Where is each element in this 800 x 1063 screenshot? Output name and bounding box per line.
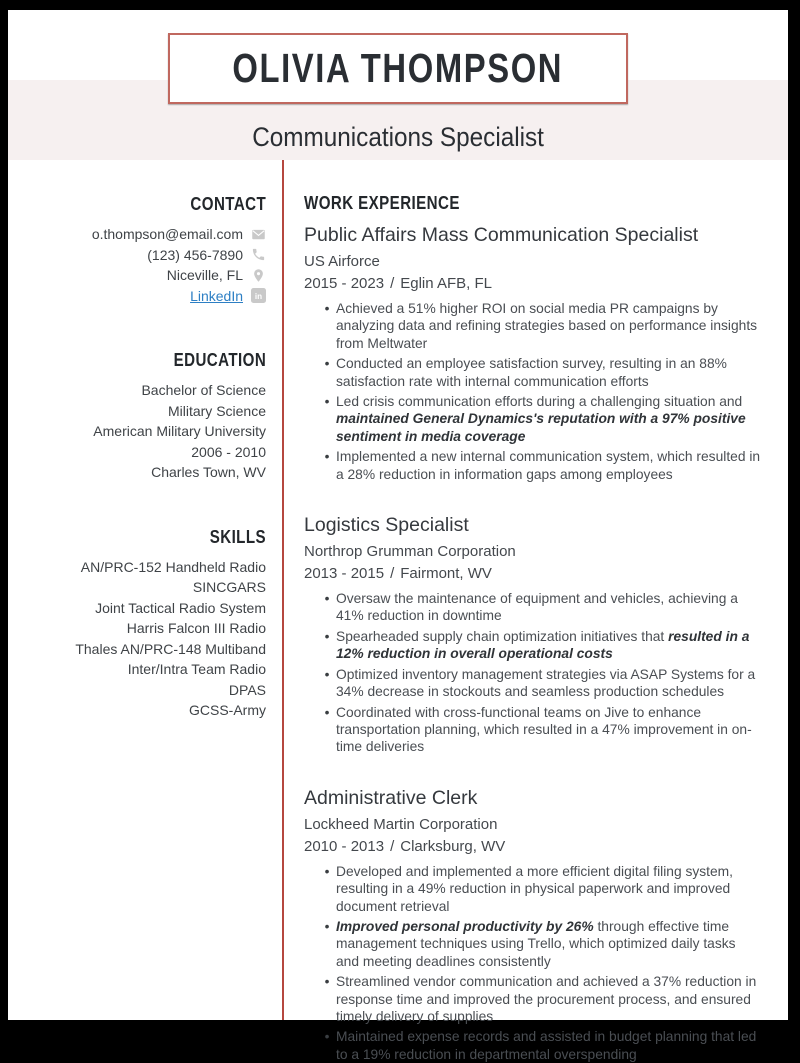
section-skills bbox=[16, 527, 266, 721]
job-title-banner-label: Communications Specialist bbox=[252, 121, 544, 152]
job-bullets bbox=[304, 863, 762, 1063]
education-line: Military Science bbox=[167, 402, 266, 419]
bullet-text bbox=[336, 355, 762, 390]
skill-item: SINCGARS bbox=[192, 579, 266, 595]
contact-list bbox=[16, 224, 266, 306]
contact-text: o.thompson@email.com bbox=[91, 226, 243, 243]
bullet-marker: • bbox=[324, 628, 330, 644]
bullet-item bbox=[304, 393, 762, 445]
education-line: Charles Town, WV bbox=[151, 464, 266, 480]
phone-icon bbox=[243, 247, 266, 262]
bullet-marker: • bbox=[324, 301, 330, 316]
skill-item: DPAS bbox=[228, 681, 266, 698]
bullet-text bbox=[336, 973, 762, 1025]
svg-text:in: in bbox=[254, 292, 263, 302]
resume-sheet bbox=[8, 10, 788, 1062]
header-section bbox=[8, 10, 788, 160]
bullet-segment: Streamlined vendor communication and achieved a 37% reduction in response time and improved the procurement process, and ensured timely delivery of supplies bbox=[336, 974, 757, 1024]
education-list bbox=[16, 380, 266, 483]
bullet-item bbox=[304, 300, 762, 352]
job-meta-separator: / bbox=[390, 565, 395, 583]
bullet-text bbox=[336, 666, 762, 701]
work-experience-heading: WORK EXPERIENCE bbox=[304, 193, 460, 213]
bullet-segment: Optimized inventory management strategies via ASAP Systems for a 34% decrease in stockouts and seamless production schedules bbox=[336, 666, 756, 700]
skill-item: Harris Falcon III Radio bbox=[126, 620, 266, 636]
job-meta-separator: / bbox=[390, 275, 395, 292]
bullet-marker: • bbox=[324, 974, 330, 990]
contact-item bbox=[16, 224, 266, 245]
bullet-item bbox=[304, 666, 762, 701]
bullet-text bbox=[336, 704, 762, 756]
bullet-emphasis: Improved personal productivity by 26% bbox=[336, 918, 594, 934]
bullet-emphasis: resulted in a 12% reduction in overall operational costs bbox=[336, 628, 750, 662]
job-bullets bbox=[304, 300, 762, 483]
body-columns bbox=[8, 160, 788, 1062]
bullet-text bbox=[336, 590, 762, 625]
job-company: Lockheed Martin Corporation bbox=[304, 815, 498, 833]
bullet-segment: Led crisis communication efforts during a challenging situation and bbox=[336, 394, 743, 410]
job-location: Clarksburg, WV bbox=[400, 837, 506, 855]
section-education bbox=[16, 350, 266, 483]
job-dates: 2015 - 2023 bbox=[304, 275, 385, 292]
bullet-marker: • bbox=[324, 1029, 330, 1045]
bullet-marker: • bbox=[324, 704, 330, 720]
location-pin-icon bbox=[243, 268, 266, 283]
bullet-segment: Conducted an employee satisfaction survey, resulting in an 88% satisfaction rate with internal communication efforts bbox=[336, 356, 727, 389]
job-company: US Airforce bbox=[304, 253, 380, 270]
envelope-icon bbox=[243, 227, 266, 242]
job-title: Logistics Specialist bbox=[304, 514, 469, 537]
job-meta bbox=[304, 564, 762, 584]
contact-item bbox=[16, 286, 266, 307]
bullet-emphasis: maintained General Dynamics's reputation with a 97% positive sentiment in media coverage bbox=[336, 411, 746, 444]
bullet-segment: Implemented a new internal communication system, which resulted in a 28% reduction in information gaps among employees bbox=[336, 449, 761, 482]
job-title-banner bbox=[8, 114, 788, 160]
bullet-marker: • bbox=[324, 449, 330, 465]
bullet-segment: Developed and implemented a more efficient digital filing system, resulting in a 49% reduction in physical paperwork and improved document retrieval bbox=[336, 863, 733, 914]
bullet-item bbox=[304, 704, 762, 756]
bullet-item bbox=[304, 973, 762, 1025]
bullet-text bbox=[336, 300, 762, 352]
bullet-item bbox=[304, 355, 762, 390]
bullet-text bbox=[336, 863, 762, 915]
job-entry bbox=[304, 513, 762, 756]
bullet-item bbox=[304, 1028, 762, 1063]
bullet-segment: Maintained expense records and assisted in budget planning that led to a 19% reduction in departmental overspending bbox=[336, 1029, 757, 1062]
education-heading: EDUCATION bbox=[173, 350, 266, 370]
bullet-marker: • bbox=[324, 666, 330, 682]
bullet-marker: • bbox=[324, 356, 330, 372]
job-location: Fairmont, WV bbox=[400, 565, 492, 583]
job-entry bbox=[304, 223, 762, 483]
education-line: American Military University bbox=[93, 423, 266, 439]
section-contact bbox=[16, 194, 266, 306]
bullet-item bbox=[304, 918, 762, 970]
job-entry bbox=[304, 786, 762, 1063]
bullet-segment: Achieved a 51% higher ROI on social media PR campaigns by analyzing data and refining strategies based on performance insights from Meltwater bbox=[336, 301, 758, 351]
bullet-text bbox=[336, 448, 762, 483]
education-line: Bachelor of Science bbox=[141, 382, 266, 398]
contact-text: (123) 456-7890 bbox=[147, 246, 243, 263]
job-dates: 2010 - 2013 bbox=[304, 837, 385, 855]
linkedin-link[interactable]: LinkedIn bbox=[190, 287, 243, 304]
contact-text: Niceville, FL bbox=[166, 267, 243, 284]
sidebar bbox=[8, 160, 282, 1020]
skill-item: Thales AN/PRC-148 Multiband Inter/Intra Team Radio bbox=[75, 640, 266, 677]
bullet-text bbox=[336, 1028, 762, 1063]
contact-item bbox=[16, 265, 266, 286]
education-line: 2006 - 2010 bbox=[191, 443, 266, 460]
job-dates: 2013 - 2015 bbox=[304, 565, 385, 583]
job-meta-separator: / bbox=[390, 837, 395, 855]
job-location: Eglin AFB, FL bbox=[400, 275, 492, 292]
job-meta bbox=[304, 274, 762, 294]
bullet-segment: Coordinated with cross-functional teams on Jive to enhance transportation planning, which resulted in a 47% improvement in on-time deliveries bbox=[336, 704, 752, 755]
job-title: Public Affairs Mass Communication Specialist bbox=[304, 224, 699, 246]
bullet-item bbox=[304, 628, 762, 663]
contact-item bbox=[16, 245, 266, 266]
skills-list bbox=[16, 557, 266, 721]
bullet-marker: • bbox=[324, 394, 330, 410]
jobs-list bbox=[304, 223, 762, 1063]
job-bullets bbox=[304, 590, 762, 756]
job-company: Northrop Grumman Corporation bbox=[304, 543, 516, 561]
person-name: OLIVIA THOMPSON bbox=[232, 45, 564, 91]
bullet-text bbox=[336, 918, 762, 970]
bullet-text bbox=[336, 393, 762, 445]
contact-heading: CONTACT bbox=[190, 194, 266, 214]
skill-item: GCSS-Army bbox=[189, 702, 266, 718]
job-title: Administrative Clerk bbox=[304, 786, 478, 809]
skill-item: Joint Tactical Radio System bbox=[95, 599, 266, 616]
bullet-item bbox=[304, 590, 762, 625]
bullet-text bbox=[336, 628, 762, 663]
job-meta bbox=[304, 837, 762, 857]
bullet-item bbox=[304, 863, 762, 915]
skills-heading: SKILLS bbox=[209, 526, 266, 547]
skill-item: AN/PRC-152 Handheld Radio bbox=[80, 558, 266, 575]
bullet-marker: • bbox=[324, 591, 330, 607]
bullet-marker: • bbox=[324, 918, 330, 934]
bullet-segment: Spearheaded supply chain optimization initiatives that bbox=[336, 628, 669, 644]
linkedin-icon bbox=[243, 288, 266, 303]
main-content bbox=[284, 160, 788, 1062]
name-box bbox=[168, 33, 628, 104]
bullet-item bbox=[304, 448, 762, 483]
bullet-marker: • bbox=[324, 863, 330, 879]
bullet-segment: through effective time management techniques using Trello, which optimized daily tasks and meeting deadlines consistently bbox=[336, 918, 736, 969]
bullet-segment: Oversaw the maintenance of equipment and vehicles, achieving a 41% reduction in downtime bbox=[336, 591, 738, 624]
